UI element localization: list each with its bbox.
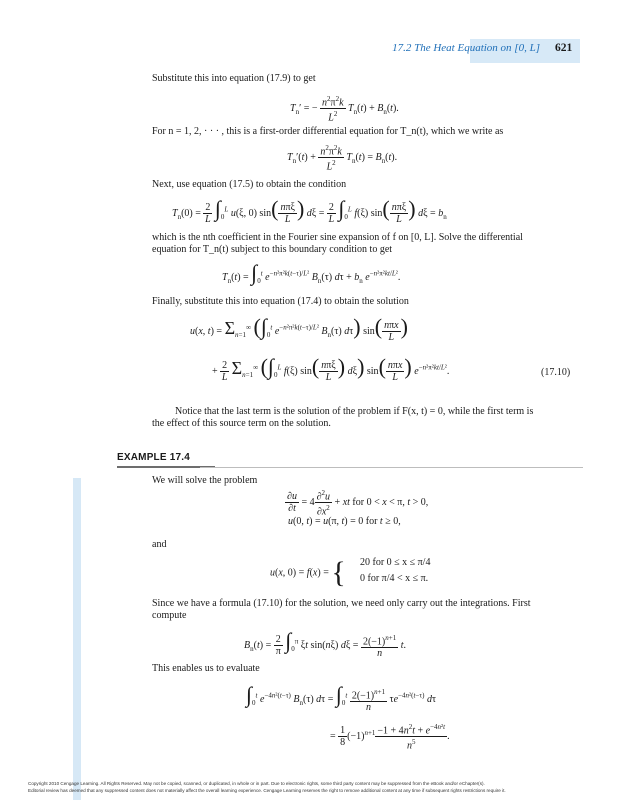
footer-copyright-2: Editorial review has deemed that any suppressed content does not materially affect the overall learning experience. Cengage Learning reserves the right to remove additional content at any time if subsequent rights restrictions require it. xyxy=(28,788,506,793)
example-sidebar xyxy=(73,478,81,800)
paragraph-finally: Finally, substitute this into equation (17.4) to obtain the solution xyxy=(152,296,409,307)
running-head-title: 17.2 The Heat Equation on [0, L] xyxy=(392,42,540,54)
equation-number: (17.10) xyxy=(541,367,571,378)
paragraph-notice-a: Notice that the last term is the solution of the problem if F(x, t) = 0, while the first term is xyxy=(175,406,534,417)
page-number: 621 xyxy=(555,42,573,54)
footer-copyright-1: Copyright 2010 Cengage Learning. All Rights Reserved. May not be copied, scanned, or duplicated, in whole or in part. Due to electronic rights, some third party content may be suppressed from the eBook and/or eChapter(s). xyxy=(28,781,485,786)
equation-pde: $\frac{\partial u}{\partial t}$ = 4 $\frac{\partial^2u}{\partial x^2}$ + xt for 0 < x < π, t > 0, xyxy=(287,489,429,518)
equation-tn-zero: $T_n(0)$ = $\frac{2}{L}$ $\int_0^L$ u(ξ, 0) sin( $\frac{\text{nπξ}}{L}$ ) dξ = $\frac{2}{L}$ $\int_0^L$ f(ξ) sin( $\frac{\text{nπξ}}{L}$ ) $d\xi = b_n$ xyxy=(172,196,447,226)
case-line-2: 0 for π/4 < x ≤ π. xyxy=(360,573,429,584)
example-intro: We will solve the problem xyxy=(152,475,258,486)
paragraph-substitute: Substitute this into equation (17.9) to get xyxy=(152,73,316,84)
paragraph-next: Next, use equation (17.5) to obtain the condition xyxy=(152,179,347,190)
example-label: EXAMPLE 17.4 xyxy=(117,452,190,463)
equation-tn-solution: $T_n(t) = \int_0^t$ $e^{-n^2\pi^2k(t-\tau)/L^2}$ $B_n(\tau) d\tau + b_n$ $e^{-n^2\pi^2kt/L^2}$. xyxy=(222,260,401,285)
equation-boundary: u(0, t) = u(π, t) = 0 for t ≥ 0, xyxy=(288,516,401,527)
equation-u-line2: + $\frac{2}{L}$ $\Sigma_{n=1}^\infty$ ($\int_0^L$ f(ξ) sin( $\frac{\text{nπξ}}{L}$ ) dξ) sin( $\frac{\text{nπx}}{L}$ ) $e^{-n^2\pi^2kt/L^2}$. xyxy=(212,354,450,384)
paragraph-coefficient-a: which is the nth coefficient in the Fourier sine expansion of f on [0, L]. Solve the differential xyxy=(152,232,523,243)
paragraph-evaluate: This enables us to evaluate xyxy=(152,663,260,674)
equation-integral-1: $\int_0^t$ $e^{-4n^2(t-\tau)}$ $B_n(\tau) d\tau = \int_0^t$ $\frac{2(-1)^{n+1}}{n}$ $\tau e^{-4n^2(t-\tau)}$ dτ xyxy=(246,682,437,713)
equation-integral-2: = $\frac{1}{8}$ $(-1)^{n+1}$ $\frac{-1 + 4n^2t + e^{-4n^2t}}{n^5}$ . xyxy=(330,723,450,752)
paragraph-compute-b: compute xyxy=(152,610,187,621)
paragraph-coefficient-b: equation for T_n(t) subject to this boundary condition to get xyxy=(152,244,393,255)
example-and: and xyxy=(152,539,167,550)
equation-tn-ode: $T_n'(t)$ + $\frac{n^2\pi^2k}{L^2}$ $T_n(t) = B_n(t)$. xyxy=(287,144,398,173)
paragraph-notice-b: the effect of this source term on the solution. xyxy=(152,418,331,429)
equation-u-line1: u(x, $t) = \Sigma_{n=1}^\infty$ ($\int_0^t$ $e^{-n^2\pi^2k(t-\tau)/L^2}$ $B_n(\tau)$ dτ) sin( $\frac{\text{nπx}}{L}$ ) xyxy=(190,314,408,344)
paragraph-first-order: For n = 1, 2, · · · , this is a first-order differential equation for T_n(t), which we write as xyxy=(152,126,504,137)
equation-initial-condition: u(x, 0) = f(x) = { xyxy=(270,556,346,589)
equation-tn-prime: $T_n'$ = − $\frac{n^2\pi^2k}{L^2}$ $T_n(t) + B_n(t)$. xyxy=(290,95,399,124)
equation-bn: $B_n(t)$ = $\frac{2}{\pi}$ $\int_0^\pi$ ξt sin(nξ) dξ = $\frac{2(-1)^{n+1}}{n}$ t. xyxy=(244,628,406,659)
paragraph-compute-a: Since we have a formula (17.10) for the solution, we need only carry out the integrations. First xyxy=(152,598,531,609)
case-line-1: 20 for 0 ≤ x ≤ π/4 xyxy=(360,557,431,568)
example-rule xyxy=(200,467,583,468)
